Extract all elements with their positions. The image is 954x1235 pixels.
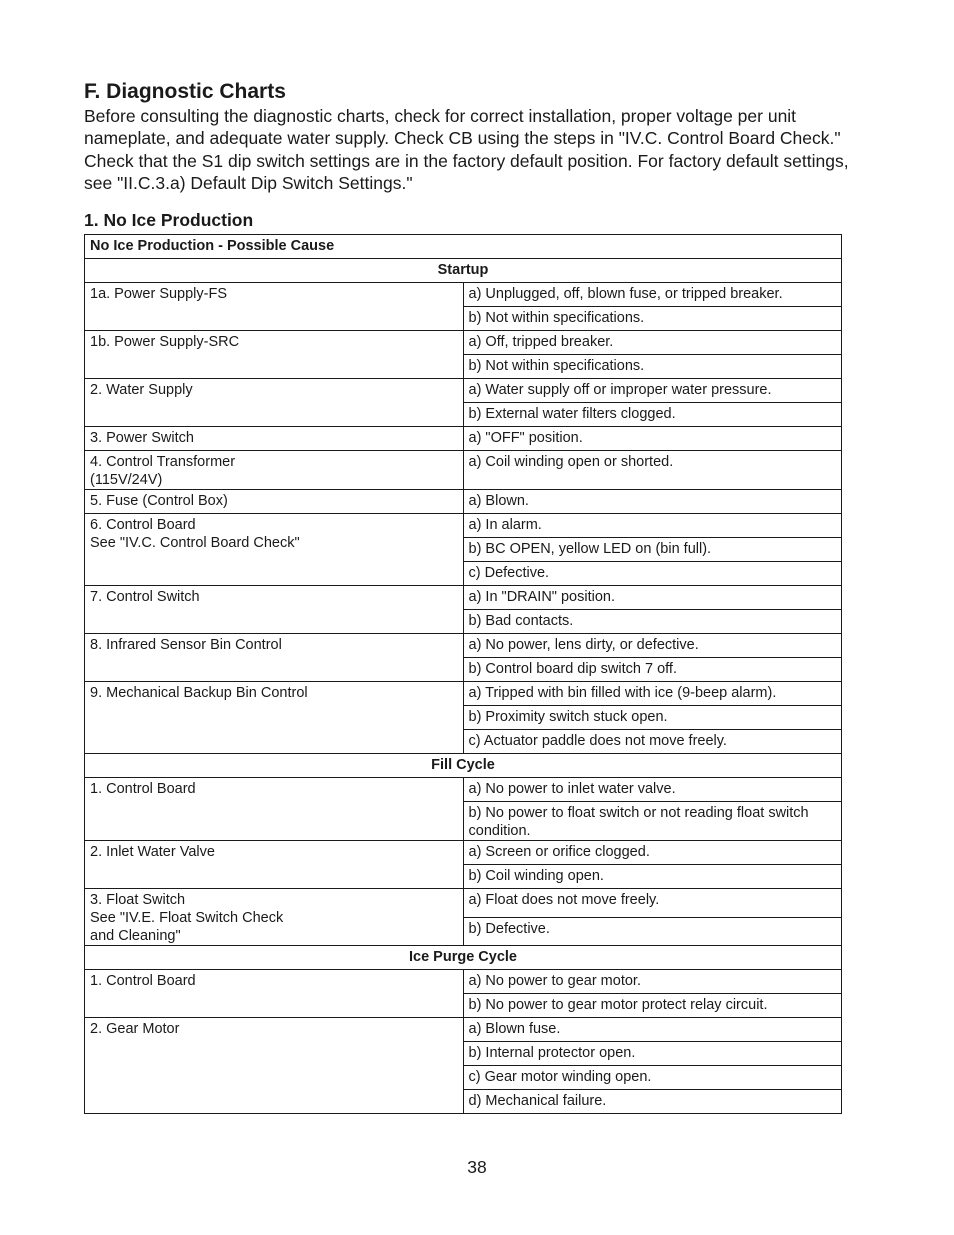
- detail-cell: b) No power to float switch or not reading float switch condition.: [463, 802, 842, 841]
- detail-cell: c) Gear motor winding open.: [463, 1066, 842, 1090]
- cause-label: 2. Water Supply: [90, 382, 193, 398]
- cause-cell: [85, 970, 464, 1018]
- detail-cell: b) External water filters clogged.: [463, 403, 842, 427]
- section-heading: Ice Purge Cycle: [85, 946, 842, 970]
- cause-cell: [85, 427, 464, 451]
- cause-label: 4. Control Transformer (115V/24V): [90, 454, 236, 488]
- section-row: [85, 259, 842, 283]
- cause-cell: [85, 283, 464, 331]
- section-row: [85, 754, 842, 778]
- cause-label: 7. Control Switch: [90, 589, 200, 605]
- detail-cell: d) Mechanical failure.: [463, 1090, 842, 1114]
- diagnostic-table-body: [85, 235, 842, 1114]
- cause-label: 8. Infrared Sensor Bin Control: [90, 637, 282, 653]
- section-heading: Fill Cycle: [85, 754, 842, 778]
- diagnostic-table: [84, 234, 842, 1114]
- detail-cell: a) In alarm.: [463, 514, 842, 538]
- detail-cell: a) No power to gear motor.: [463, 970, 842, 994]
- cause-cell: [85, 778, 464, 841]
- detail-cell: a) Unplugged, off, blown fuse, or tripped breaker.: [463, 283, 842, 307]
- page-number: 38: [467, 1157, 487, 1177]
- page-title: F. Diagnostic Charts: [84, 80, 286, 103]
- detail-cell: b) No power to gear motor protect relay circuit.: [463, 994, 842, 1018]
- cause-label: 1a. Power Supply-FS: [90, 286, 228, 302]
- section-row: [85, 946, 842, 970]
- detail-cell: b) Bad contacts.: [463, 610, 842, 634]
- detail-cell: b) Not within specifications.: [463, 307, 842, 331]
- table-row: [85, 490, 842, 514]
- table-row: [85, 1018, 842, 1042]
- table-row: [85, 586, 842, 610]
- cause-label: 1. Control Board: [90, 781, 196, 797]
- table-row: [85, 889, 842, 918]
- cause-cell: [85, 514, 464, 586]
- cause-label: 1. Control Board: [90, 973, 196, 989]
- table-row: [85, 283, 842, 307]
- detail-cell: a) Float does not move freely.: [463, 889, 842, 918]
- cause-label: 3. Float Switch See "IV.E. Float Switch Check and Cleaning": [90, 892, 284, 944]
- detail-cell: a) Water supply off or improper water pressure.: [463, 379, 842, 403]
- table-row: [85, 427, 842, 451]
- cause-cell: [85, 331, 464, 379]
- table-row: [85, 682, 842, 706]
- detail-cell: c) Defective.: [463, 562, 842, 586]
- detail-cell: c) Actuator paddle does not move freely.: [463, 730, 842, 754]
- cause-cell: [85, 490, 464, 514]
- detail-cell: b) Coil winding open.: [463, 865, 842, 889]
- cause-cell: [85, 634, 464, 682]
- detail-cell: a) Coil winding open or shorted.: [463, 451, 842, 490]
- cause-cell: [85, 1018, 464, 1114]
- detail-cell: a) Screen or orifice clogged.: [463, 841, 842, 865]
- table-row: [85, 451, 842, 490]
- detail-cell: b) Not within specifications.: [463, 355, 842, 379]
- cause-cell: [85, 841, 464, 889]
- cause-cell: [85, 889, 464, 946]
- table-header-row: [85, 235, 842, 259]
- detail-cell: a) No power, lens dirty, or defective.: [463, 634, 842, 658]
- cause-label: 1b. Power Supply-SRC: [90, 334, 240, 350]
- detail-cell: b) Proximity switch stuck open.: [463, 706, 842, 730]
- detail-cell: a) Tripped with bin filled with ice (9-beep alarm).: [463, 682, 842, 706]
- table-row: [85, 970, 842, 994]
- cause-label: 2. Gear Motor: [90, 1021, 180, 1037]
- table-header: No Ice Production - Possible Cause: [85, 235, 842, 259]
- cause-label: 6. Control Board See "IV.C. Control Board Check": [90, 517, 300, 551]
- detail-cell: a) No power to inlet water valve.: [463, 778, 842, 802]
- cause-cell: [85, 586, 464, 634]
- detail-cell: b) BC OPEN, yellow LED on (bin full).: [463, 538, 842, 562]
- detail-cell: b) Internal protector open.: [463, 1042, 842, 1066]
- cause-label: 9. Mechanical Backup Bin Control: [90, 685, 308, 701]
- table-row: [85, 634, 842, 658]
- detail-cell: a) Blown fuse.: [463, 1018, 842, 1042]
- section-heading: Startup: [85, 259, 842, 283]
- detail-cell: a) Off, tripped breaker.: [463, 331, 842, 355]
- cause-cell: [85, 451, 464, 490]
- cause-label: 2. Inlet Water Valve: [90, 844, 215, 860]
- table-row: [85, 331, 842, 355]
- table-row: [85, 778, 842, 802]
- table-row: [85, 379, 842, 403]
- table-row: [85, 514, 842, 538]
- detail-cell: b) Defective.: [463, 917, 842, 946]
- cause-cell: [85, 379, 464, 427]
- cause-cell: [85, 682, 464, 754]
- section-subtitle: 1. No Ice Production: [84, 210, 254, 230]
- detail-cell: a) "OFF" position.: [463, 427, 842, 451]
- cause-label: 5. Fuse (Control Box): [90, 493, 228, 509]
- detail-cell: a) In "DRAIN" position.: [463, 586, 842, 610]
- table-row: [85, 841, 842, 865]
- cause-label: 3. Power Switch: [90, 430, 194, 446]
- intro-paragraph: Before consulting the diagnostic charts, check for correct installation, proper voltage per unit nameplate, and adequate water supply. Check CB using the steps in "IV.C. Control Board Check." Check that the S1 dip switch settings are in the factory default position. For factory default settings, see "II.C.3.a) Default Dip Switch Settings.": [84, 106, 849, 193]
- detail-cell: a) Blown.: [463, 490, 842, 514]
- detail-cell: b) Control board dip switch 7 off.: [463, 658, 842, 682]
